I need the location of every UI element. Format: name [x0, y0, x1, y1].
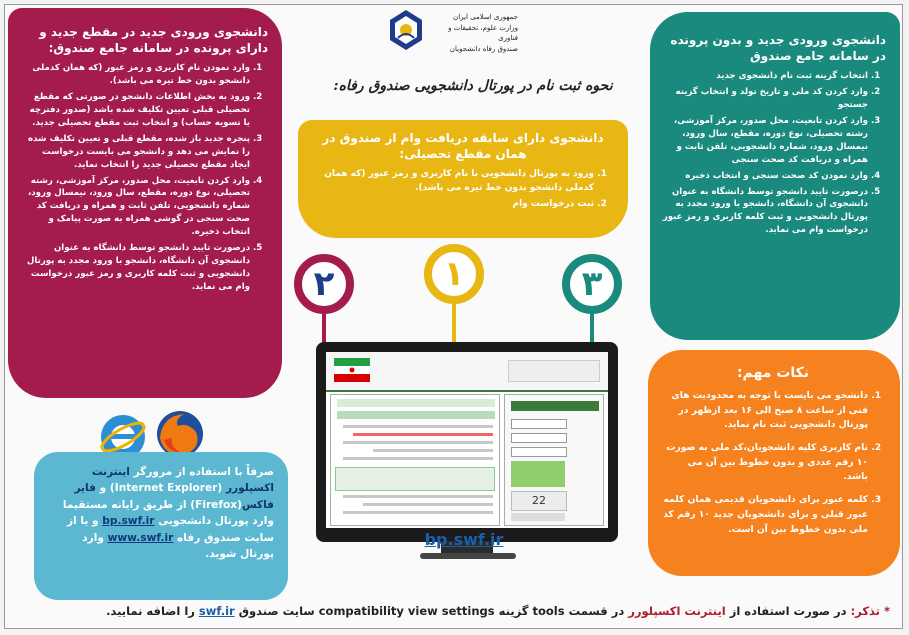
list-item: 1. وارد نمودن نام کاربری و رمز عبور (که همان کدملی دانشجو بدون خط تیره می باشد).	[22, 62, 250, 88]
step-1-number: ۱	[443, 254, 465, 294]
step-3-number: ۳	[581, 264, 603, 304]
footer-text-3: را اضافه نمایید.	[106, 604, 199, 618]
footer-text-2: در قسمت tools گزینه compatibility view settings سایت صندوق	[234, 604, 629, 618]
returning-student-box	[298, 120, 628, 238]
step-1-pin	[424, 244, 484, 304]
list-item: 3. کلمه عبور برای دانشجویان قدیمی همان کلمه عبور قبلی و برای دانشجویان جدید ۱۰ رقم کد ملی بدون خطوط بین آن است.	[660, 493, 868, 537]
red-box-title: دانشجوی ورودی جدید در مقطع جدید و دارای پرونده در سامانه جامع صندوق:	[39, 25, 268, 56]
monitor	[316, 342, 618, 542]
list-item: 2. نام کاربری کلیه دانشجویان،کد ملی به صورت ۱۰ رقم عددی و بدون خطوط بین آن می باشد.	[660, 441, 868, 485]
yellow-box-title: دانشجوی دارای سابقه دریافت وام از صندوق در همان مقطع تحصیلی:	[322, 131, 604, 162]
iran-flag-icon	[334, 358, 370, 382]
teal-box-title: دانشجوی ورودی جدید و بدون پرونده در سامانه جامع صندوق	[670, 33, 886, 64]
browser-text-3: (Firefox) از طریق رایانه مستقیما وارد پورتال دانشجویی	[62, 498, 274, 528]
swf-link[interactable]: www.swf.ir	[107, 531, 174, 544]
portal-url-link[interactable]: bp.swf.ir	[424, 530, 504, 549]
captcha-counter: 22	[511, 491, 567, 511]
portal-login-panel	[504, 394, 604, 526]
notes-title: نکات مهم:	[736, 365, 810, 381]
browser-instructions-box	[34, 452, 288, 600]
list-item: 4. وارد کردن تابعیت، محل صدور، مرکز آموزشی، رشته تحصیلی، نوع دوره، مقطع، سال ورود، نیمسال ورود، شماره دانشجویی، تلفن ثابت و همراه و دریافت کد صحت سنجی در گوشی همراه به صورت پیامک و انتخاب ذخیره.	[22, 175, 250, 239]
footer-star: *	[879, 604, 890, 618]
list-item: 5. درصورت تایید دانشجو توسط دانشگاه به عنوان دانشجوی آن دانشگاه، دانشجو با ورود مجدد به پورتال دانشجویی و ثبت کلمه کاربری و رمز عبور درخواست وام می نماید.	[662, 186, 868, 238]
list-item: 3. وارد کردن تابعیت، محل صدور، مرکز آموزشی، رشته تحصیلی، نوع دوره، مقطع، سال ورود، نیمسال ورود، شماره دانشجویی، تلفن ثابت و همراه و دریافت کد صحت سنجی	[662, 115, 868, 167]
red-box-list	[22, 62, 268, 293]
bp-swf-link[interactable]: bp.swf.ir	[102, 515, 155, 528]
ministry-logo	[386, 8, 516, 64]
browser-instructions-text	[48, 464, 274, 562]
list-item: 2. ثبت درخواست وام	[314, 198, 594, 212]
monitor-base	[420, 553, 516, 559]
browser-text-2: (Internet Explorer) و	[99, 482, 223, 495]
portal-news-panel	[330, 394, 500, 526]
important-notes-box	[648, 350, 900, 576]
step-3-pin	[562, 254, 622, 314]
list-item: 1. انتخاب گزینه ثبت نام دانشجوی جدید	[662, 70, 868, 83]
browser-text-5: وارد پورتال شوید.	[82, 531, 274, 561]
portal-screenshot	[326, 352, 608, 528]
footer-note	[0, 604, 900, 618]
step-2-number: ۲	[313, 264, 335, 304]
list-item: 2. ورود به بخش اطلاعات دانشجو در صورتی که مقطع تحصیلی قبلی تعیین تکلیف شده باشد (صدور دفترچه یا تسویه حساب) و انتخاب ثبت مقطع تحصیلی جدید.	[22, 91, 250, 130]
ie-label: اینترنت اکسپلورر	[91, 466, 274, 495]
list-item: 5. درصورت تایید دانشجو توسط دانشگاه به عنوان دانشجوی آن دانشگاه، دانشجو با ورود مجدد به پورتال دانشجویی و ثبت کلمه کاربری و رمز عبور درخواست وام می نماید.	[22, 242, 250, 294]
new-student-no-file-box	[650, 12, 900, 340]
list-item: 2. وارد کردن کد ملی و تاریخ تولد و انتخاب گزینه جستجو	[662, 86, 868, 112]
portal-header	[326, 352, 608, 392]
page-title: نحوه ثبت نام در پورتال دانشجویی صندوق رفاه:	[333, 78, 613, 94]
notes-list	[660, 389, 886, 537]
footer-swf-link[interactable]: swf.ir	[198, 604, 235, 618]
step-2-pin	[294, 254, 354, 314]
new-student-with-file-box	[8, 8, 282, 398]
emblem-icon	[386, 8, 426, 52]
logo-line-2: وزارت علوم، تحقیقات و فناوری	[448, 23, 518, 42]
footer-note-label: تذکر:	[850, 604, 880, 618]
teal-box-list	[662, 70, 886, 237]
footer-ie-label: اینترنت اکسپلورر	[628, 604, 726, 618]
list-item: 4. وارد نمودن کد صحت سنجی و انتخاب ذخیره	[662, 170, 868, 183]
logo-line-1: جمهوری اسلامی ایران	[453, 13, 518, 21]
browser-text-1: صرفاً با استفاده از مرورگر	[129, 466, 274, 478]
logo-line-3: صندوق رفاه دانشجویان	[449, 44, 518, 53]
footer-text-1: در صورت استفاده از	[725, 604, 851, 618]
list-item: 1. دانشجو می بایست با توجه به محدودیت های فنی از ساعت ۸ صبح الی ۱۶ بعد ازظهر در پورتال دانشجویی ثبت نام نماید.	[660, 389, 868, 433]
browser-text-4: و یا از سایت صندوق رفاه	[66, 515, 274, 544]
firefox-label: فایر فاکس	[74, 482, 274, 511]
list-item: 1. ورود به پورتال دانشجویی با نام کاربری و رمز عبور (که همان کدملی دانشجو بدون خط تیره می باشد).	[314, 168, 594, 195]
yellow-box-list	[314, 168, 612, 212]
list-item: 3. پنجره جدید باز شده، مقطع قبلی و تعیین تکلیف شده را نمایش می دهد و دانشجو می بایست درخواست ایجاد مقطع تحصیلی جدید را انتخاب نماید.	[22, 133, 250, 172]
